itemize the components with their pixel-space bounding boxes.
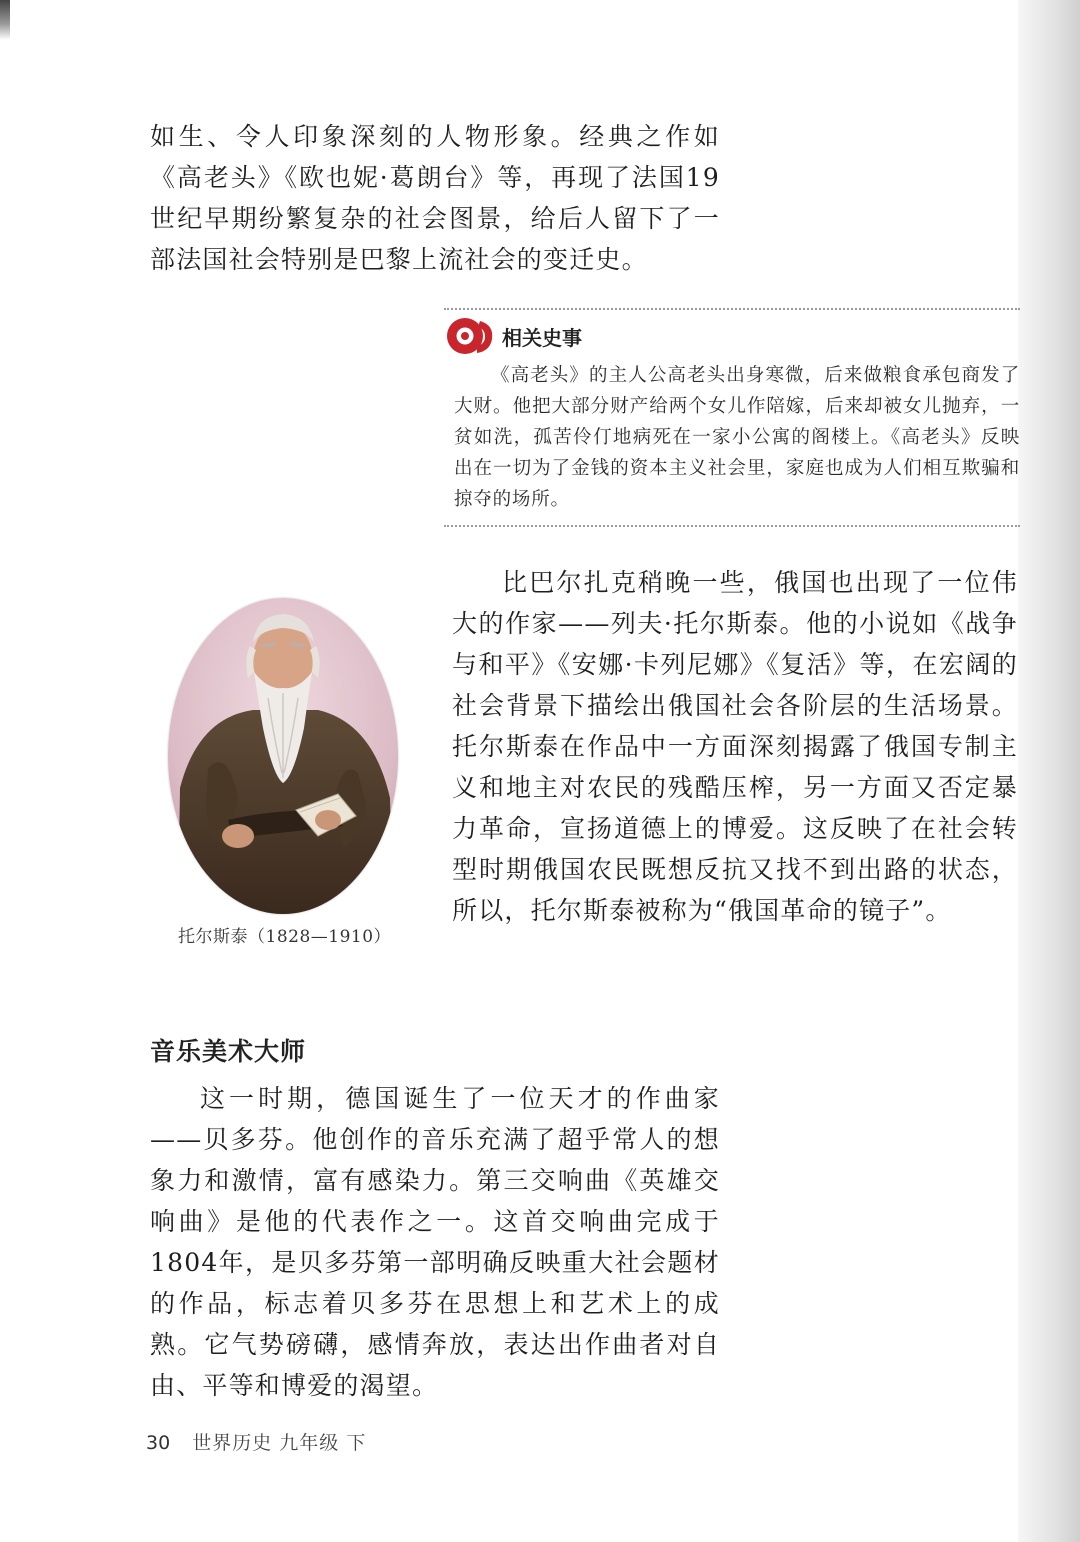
- tolstoy-portrait: [168, 598, 398, 914]
- page-number: 30: [146, 1432, 171, 1454]
- section-heading: 音乐美术大师: [150, 1037, 307, 1066]
- binding-edge: [0, 0, 10, 40]
- paragraph-tolstoy: 比巴尔扎克稍晚一些，俄国也出现了一位伟大的作家——列夫·托尔斯泰。他的小说如《战争与和平》《安娜·卡列尼娜》《复活》等，在宏阔的社会背景下描绘出俄国社会各阶层的生活场景。托尔斯泰在作品中一方面深刻揭露了俄国专制主义和地主对农民的残酷压榨，另一方面又否定暴力革命，宣扬道德上的博爱。这反映了在社会转型时期俄国农民既想反抗又找不到出路的状态，所以，托尔斯泰被称为“俄国革命的镜子”。: [452, 568, 1018, 925]
- paragraph-beethoven: 这一时期，德国诞生了一位天才的作曲家——贝多芬。他创作的音乐充满了超乎常人的想象力和激情，富有感染力。第三交响曲《英雄交响曲》是他的代表作之一。这首交响曲完成于1804年，是贝多芬第一部明确反映重大社会题材的作品，标志着贝多芬在思想上和艺术上的成熟。它气势磅礴，感情奔放，表达出作曲者对自由、平等和博爱的渴望。: [150, 1084, 720, 1400]
- portrait-caption: 托尔斯泰（1828—1910）: [178, 927, 392, 947]
- paragraph-balzac-works: 如生、令人印象深刻的人物形象。经典之作如《高老头》《欧也妮·葛朗台》等，再现了法国19世纪早期纷繁复杂的社会图景，给后人留下了一部法国社会特别是巴黎上流社会的变迁史。: [150, 122, 720, 274]
- related-history-box: [444, 308, 1020, 527]
- related-history-icon: [444, 315, 496, 357]
- related-history-title: 相关史事: [502, 325, 582, 350]
- book-title: 世界历史 九年级 下: [192, 1432, 367, 1454]
- related-history-text: 《高老头》的主人公高老头出身寒微，后来做粮食承包商发了大财。他把大部分财产给两个女儿作陪嫁，后来却被女儿抛弃，一贫如洗，孤苦伶仃地病死在一家小公寓的阁楼上。《高老头》反映出在一切为了金钱的资本主义社会里，家庭也成为人们相互欺骗和掠夺的场所。: [454, 365, 1020, 510]
- page-edge-shadow: [1018, 0, 1080, 1542]
- related-history-header: [444, 314, 1020, 358]
- dotted-divider-bottom: [444, 525, 1020, 527]
- page-footer: [146, 1428, 366, 1455]
- dotted-divider-top: [444, 308, 1020, 310]
